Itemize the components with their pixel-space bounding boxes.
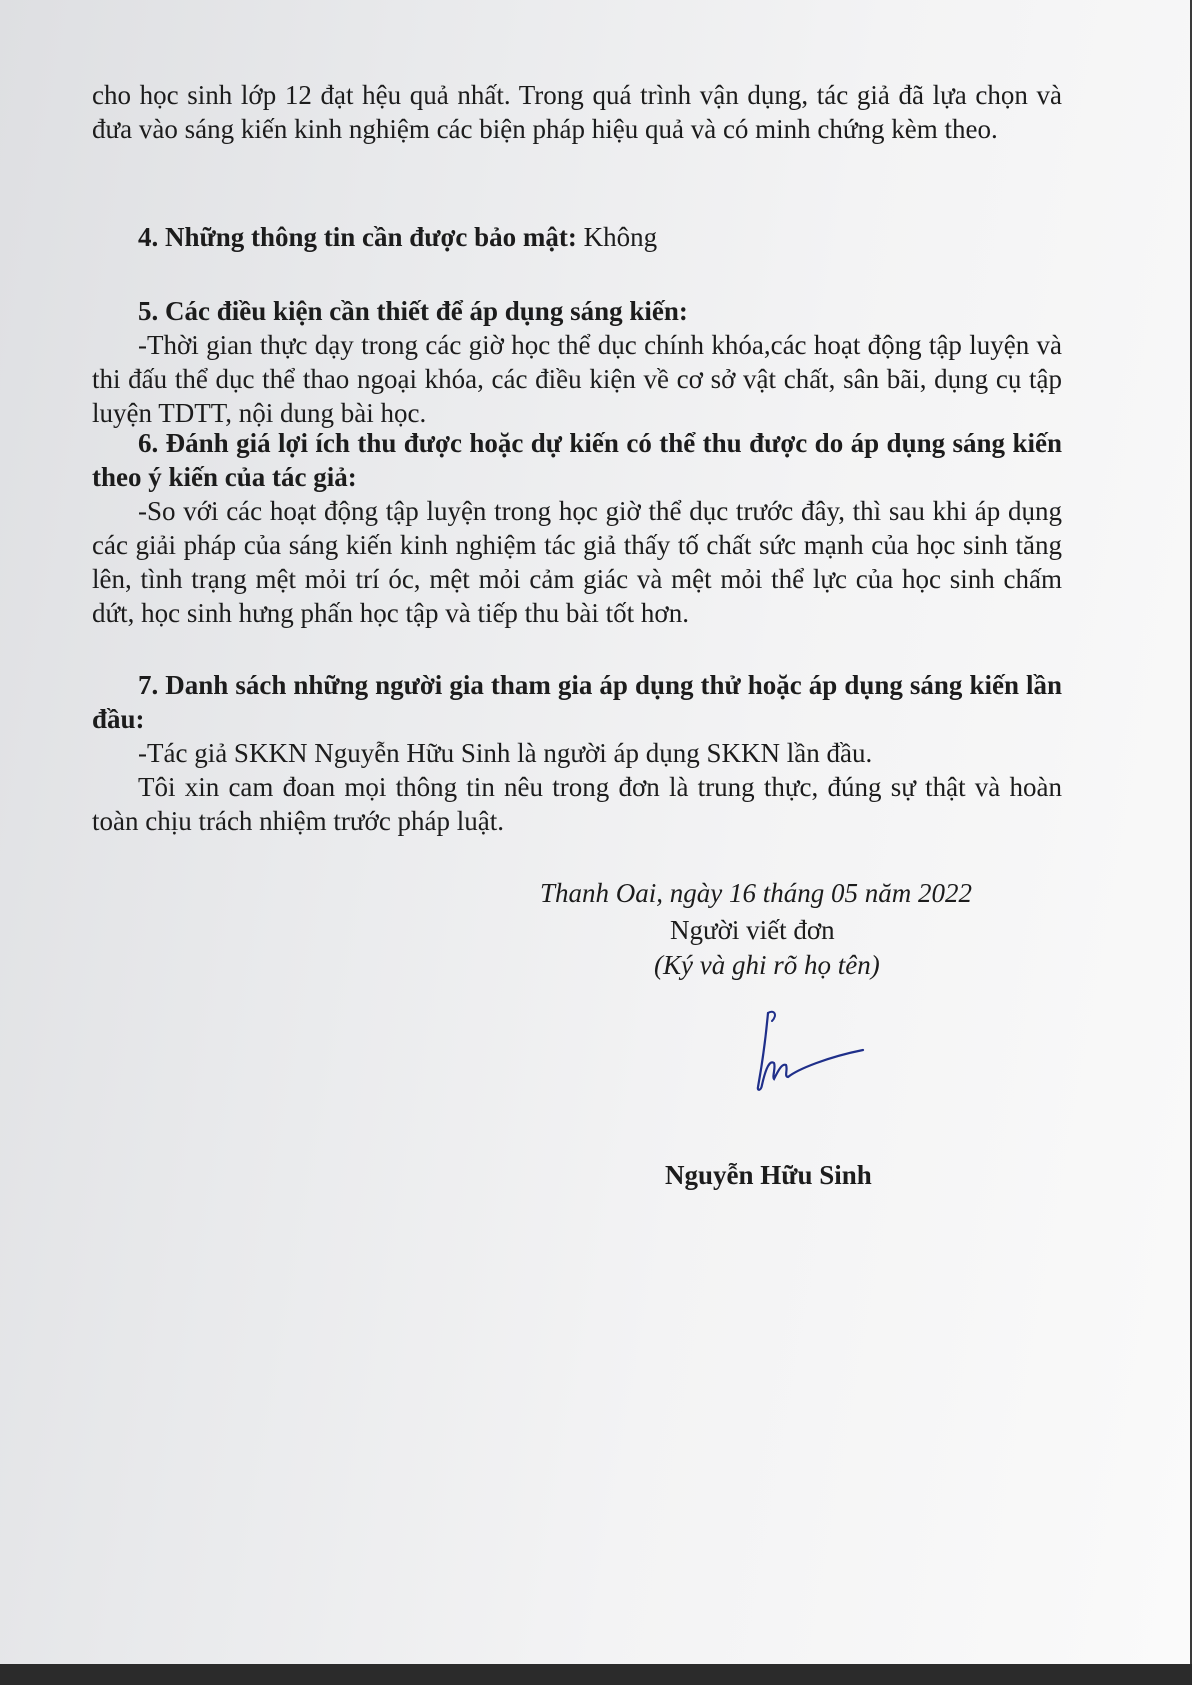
section-7-heading: 7. Danh sách những người gia tham gia áp dụng thử hoặc áp dụng sáng kiến lần đầu: (92, 670, 1062, 734)
place-date: Thanh Oai, ngày 16 tháng 05 năm 2022 (540, 878, 972, 908)
section-4 (92, 220, 1062, 254)
section-5 (92, 294, 1062, 430)
signature-icon (748, 1005, 868, 1095)
section-7 (92, 668, 1062, 838)
section-5-heading: 5. Các điều kiện cần thiết để áp dụng sáng kiến: (138, 296, 688, 326)
section-4-heading: 4. Những thông tin cần được bảo mật: (138, 222, 577, 252)
writer-label: Người viết đơn (670, 915, 835, 945)
section-6-heading: 6. Đánh giá lợi ích thu được hoặc dự kiến có thể thu được do áp dụng sáng kiến theo ý kiến của tác giả: (92, 428, 1062, 492)
sign-note: (Ký và ghi rõ họ tên) (654, 950, 880, 980)
intro-text: cho học sinh lớp 12 đạt hệu quả nhất. Trong quá trình vận dụng, tác giả đã lựa chọn và đưa vào sáng kiến kinh nghiệm các biện pháp hiệu quả và có minh chứng kèm theo. (92, 80, 1062, 144)
section-6 (92, 426, 1062, 630)
section-6-body: -So với các hoạt động tập luyện trong học giờ thể dục trước đây, thì sau khi áp dụng các giải pháp của sáng kiến kinh nghiệm tác giả thấy tố chất sức mạnh của học sinh tăng lên, tình trạng mệt mỏi trí óc, mệt mỏi cảm giác và mệt mỏi thể lực của học sinh chấm dứt, học sinh hưng phấn học tập và tiếp thu bài tốt hơn. (92, 496, 1062, 628)
pledge-text: Tôi xin cam đoan mọi thông tin nêu trong đơn là trung thực, đúng sự thật và hoàn toàn chịu trách nhiệm trước pháp luật. (92, 772, 1062, 836)
scan-bottom-edge (0, 1664, 1192, 1685)
section-4-value: Không (576, 222, 658, 252)
section-5-body: -Thời gian thực dạy trong các giờ học thể dục chính khóa,các hoạt động tập luyện và thi đấu thể dục thể thao ngoại khóa, các điều kiện về cơ sở vật chất, sân bãi, dụng cụ tập luyện TDTT, nội dung bài học. (92, 330, 1062, 428)
signer-name: Nguyễn Hữu Sinh (665, 1160, 872, 1190)
section-7-body: -Tác giả SKKN Nguyễn Hữu Sinh là người áp dụng SKKN lần đầu. (138, 738, 873, 768)
intro-paragraph (92, 78, 1062, 146)
